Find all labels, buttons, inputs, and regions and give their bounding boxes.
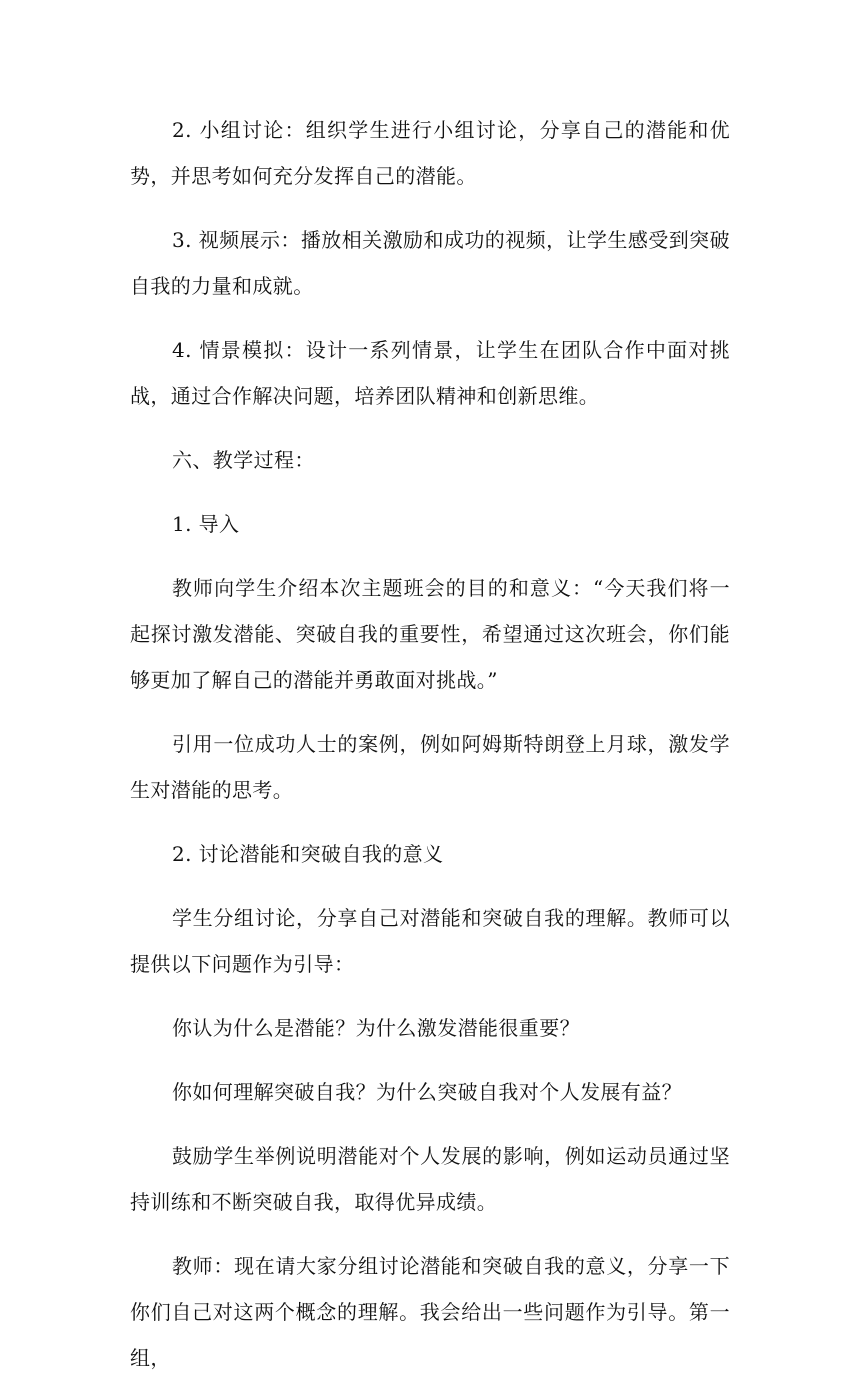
paragraph-scenario-simulation: 4. 情景模拟：设计一系列情景，让学生在团队合作中面对挑战，通过合作解决问题，培养团队精神和创新思维。 [130, 338, 730, 408]
paragraph-success-case: 引用一位成功人士的案例，例如阿姆斯特朗登上月球，激发学生对潜能的思考。 [130, 732, 730, 802]
paragraph-teacher-dialogue: 教师：现在请大家分组讨论潜能和突破自我的意义，分享一下你们自己对这两个概念的理解。我会给出一些问题作为引导。第一组， [130, 1254, 730, 1370]
paragraph-group-discussion: 2. 小组讨论：组织学生进行小组讨论，分享自己的潜能和优势，并思考如何充分发挥自己的潜能。 [130, 118, 730, 188]
question-what-is-potential: 你认为什么是潜能？为什么激发潜能很重要？ [172, 1016, 580, 1040]
document-page [130, 107, 730, 1399]
paragraph-encourage-examples: 鼓励学生举例说明潜能对个人发展的影响，例如运动员通过坚持训练和不断突破自我，取得优异成绩。 [130, 1144, 730, 1214]
paragraph-student-group-discussion: 学生分组讨论，分享自己对潜能和突破自我的理解。教师可以提供以下问题作为引导： [130, 906, 730, 976]
paragraph-video-display: 3. 视频展示：播放相关激励和成功的视频，让学生感受到突破自我的力量和成就。 [130, 228, 730, 298]
section-heading-teaching-process: 六、教学过程： [172, 448, 315, 472]
subheading-discussion-meaning: 2. 讨论潜能和突破自我的意义 [172, 842, 444, 866]
paragraph-teacher-introduction: 教师向学生介绍本次主题班会的目的和意义：“今天我们将一起探讨激发潜能、突破自我的重要性，希望通过这次班会，你们能够更加了解自己的潜能并勇敢面对挑战。” [130, 576, 730, 692]
question-breaking-through-self: 你如何理解突破自我？为什么突破自我对个人发展有益？ [172, 1080, 682, 1104]
subheading-introduction: 1. 导入 [172, 512, 240, 536]
